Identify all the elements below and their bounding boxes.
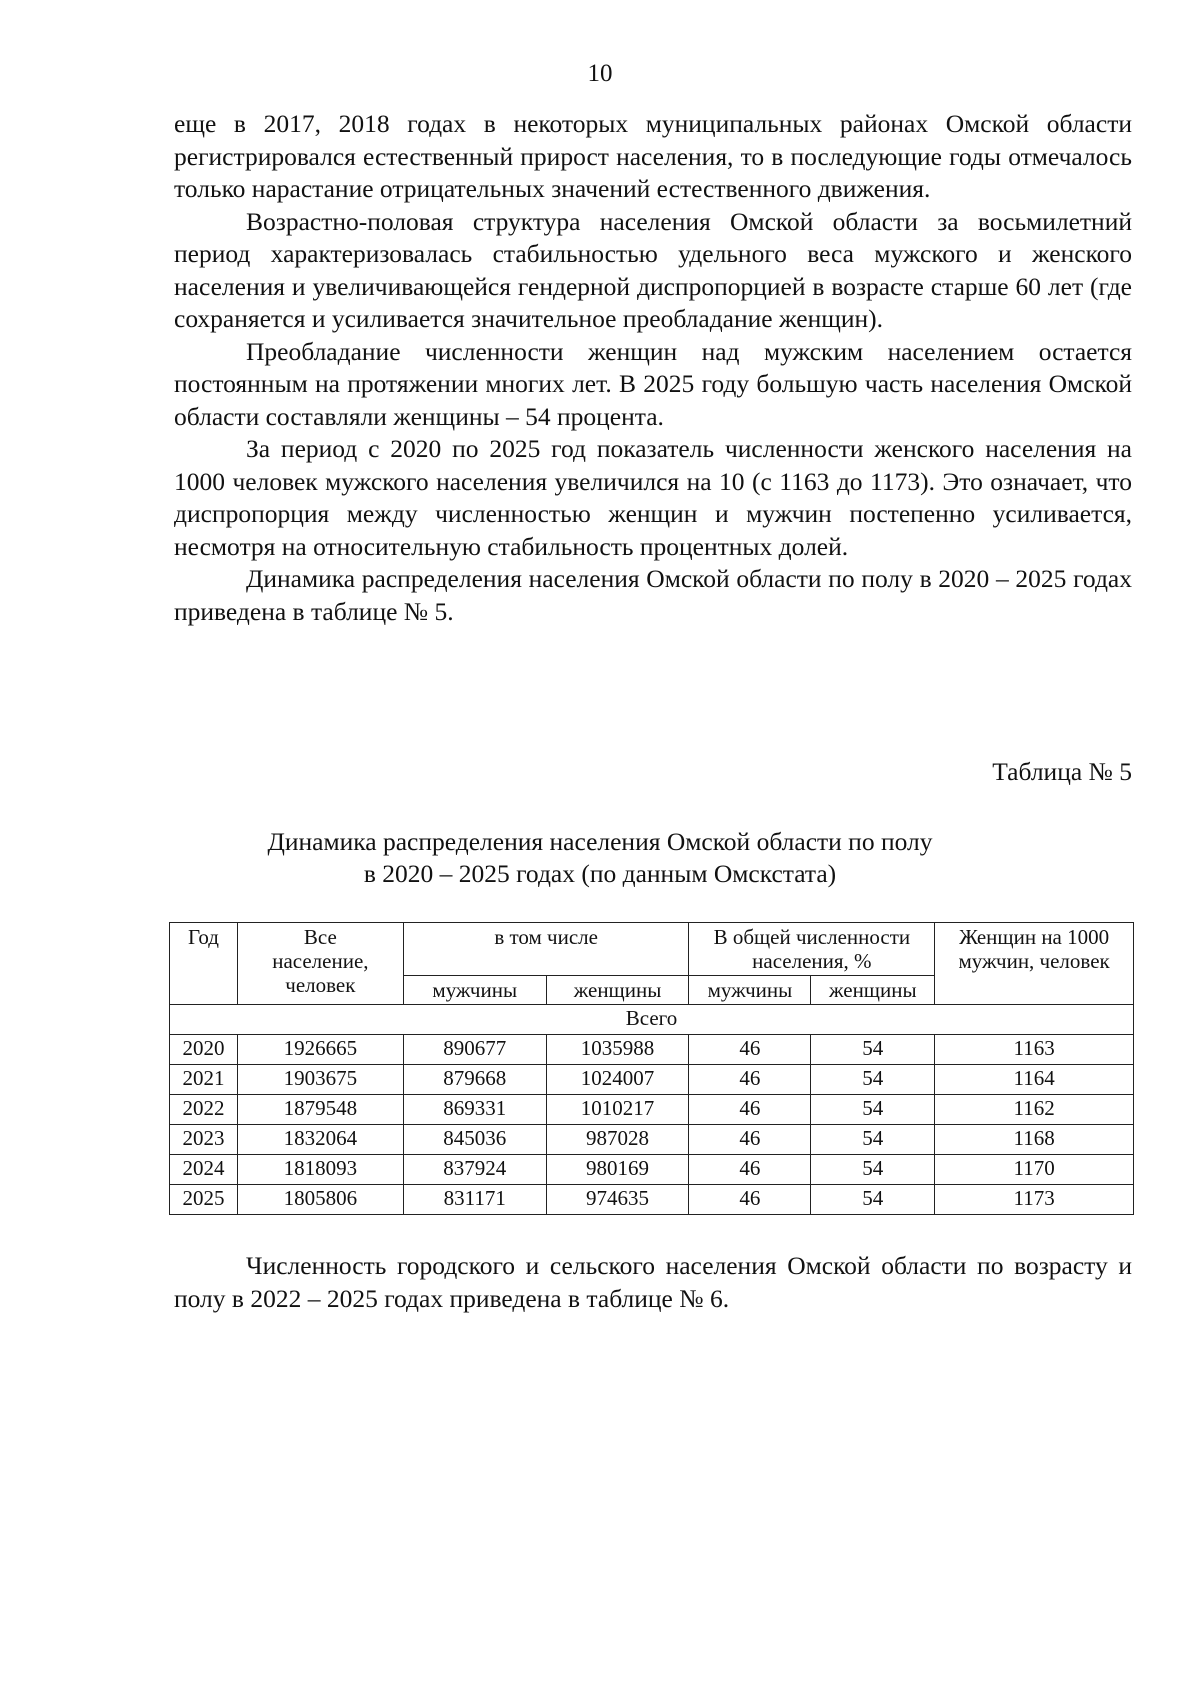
- header-total-text: Все население, человек: [272, 925, 369, 997]
- header-ratio-text: Женщин на 1000 мужчин, человек: [958, 925, 1110, 973]
- cell-ratio: 1173: [935, 1185, 1134, 1215]
- table-label: Таблица № 5: [992, 757, 1132, 786]
- paragraph-natural-growth: еще в 2017, 2018 годах в некоторых муниципальных районах Омской области регистрировался естественный прирост населения, то в последующие годы отмечалось только нарастание отрицательных значений естественного движения.: [174, 109, 1132, 203]
- cell-total: 1926665: [237, 1035, 403, 1065]
- paragraph-ratio-change: За период с 2020 по 2025 год показатель численности женского населения на 1000 человек мужского населения увеличился на 10 (с 1163 до 1173). Это означает, что диспропорция между численностью женщин и мужчин постепенно усиливается, несмотря на относительную стабильность процентных долей.: [174, 434, 1132, 561]
- cell-women-pct: 54: [811, 1065, 935, 1095]
- cell-women: 1035988: [546, 1035, 689, 1065]
- paragraph-next-table-reference: Численность городского и сельского населения Омской области по возрасту и полу в 2022 – 2025 годах приведена в таблице № 6.: [174, 1251, 1132, 1313]
- cell-ratio: 1164: [935, 1065, 1134, 1095]
- cell-year: 2021: [170, 1065, 238, 1095]
- cell-ratio: 1170: [935, 1155, 1134, 1185]
- table-row: [170, 1095, 1134, 1125]
- header-share: В общей численности населения, %: [689, 923, 935, 976]
- cell-ratio: 1163: [935, 1035, 1134, 1065]
- table-row: [170, 1185, 1134, 1215]
- header-women: женщины: [546, 976, 689, 1005]
- cell-women: 980169: [546, 1155, 689, 1185]
- cell-women-pct: 54: [811, 1035, 935, 1065]
- header-year: Год: [170, 923, 238, 1005]
- cell-women-pct: 54: [811, 1185, 935, 1215]
- cell-year: 2024: [170, 1155, 238, 1185]
- body-text: [174, 108, 1132, 628]
- cell-ratio: 1162: [935, 1095, 1134, 1125]
- cell-women: 974635: [546, 1185, 689, 1215]
- cell-men-pct: 46: [689, 1065, 811, 1095]
- page-number: 10: [587, 60, 613, 87]
- cell-year: 2022: [170, 1095, 238, 1125]
- cell-women-pct: 54: [811, 1155, 935, 1185]
- cell-men-pct: 46: [689, 1155, 811, 1185]
- header-total: [237, 923, 403, 1005]
- cell-women: 1024007: [546, 1065, 689, 1095]
- cell-women-pct: 54: [811, 1125, 935, 1155]
- cell-men: 845036: [403, 1125, 546, 1155]
- table-row: [170, 1125, 1134, 1155]
- cell-year: 2020: [170, 1035, 238, 1065]
- table-title-line-2: в 2020 – 2025 годах (по данным Омскстата): [363, 859, 837, 888]
- cell-men: 879668: [403, 1065, 546, 1095]
- cell-men-pct: 46: [689, 1185, 811, 1215]
- cell-total: 1805806: [237, 1185, 403, 1215]
- cell-ratio: 1168: [935, 1125, 1134, 1155]
- header-men: мужчины: [403, 976, 546, 1005]
- cell-women: 1010217: [546, 1095, 689, 1125]
- cell-total: 1903675: [237, 1065, 403, 1095]
- cell-men: 837924: [403, 1155, 546, 1185]
- cell-men: 869331: [403, 1095, 546, 1125]
- table-title: [0, 826, 1200, 890]
- cell-men-pct: 46: [689, 1095, 811, 1125]
- closing-text: [174, 1250, 1132, 1315]
- cell-men: 890677: [403, 1035, 546, 1065]
- table-row: [170, 1035, 1134, 1065]
- cell-women-pct: 54: [811, 1095, 935, 1125]
- table-row: [170, 1065, 1134, 1095]
- cell-men: 831171: [403, 1185, 546, 1215]
- cell-year: 2023: [170, 1125, 238, 1155]
- section-total-label: Всего: [170, 1005, 1134, 1035]
- table-row: [170, 1155, 1134, 1185]
- cell-total: 1879548: [237, 1095, 403, 1125]
- cell-total: 1832064: [237, 1125, 403, 1155]
- paragraph-age-sex-structure: Возрастно-половая структура населения Омской области за восьмилетний период характеризовалась стабильностью удельного веса мужского и женского населения и увеличивающейся гендерной диспропорцией в возрасте старше 60 лет (где сохраняется и усиливается значительное преобладание женщин).: [174, 206, 1132, 333]
- table-title-line-1: Динамика распределения населения Омской области по полу: [267, 827, 933, 856]
- cell-women: 987028: [546, 1125, 689, 1155]
- header-ratio: [935, 923, 1134, 1005]
- cell-men-pct: 46: [689, 1035, 811, 1065]
- cell-total: 1818093: [237, 1155, 403, 1185]
- population-by-sex-table: [169, 922, 1134, 1215]
- paragraph-table-reference: Динамика распределения населения Омской области по полу в 2020 – 2025 годах приведена в таблице № 5.: [174, 564, 1132, 626]
- paragraph-female-predominance: Преобладание численности женщин над мужским населением остается постоянным на протяжении многих лет. В 2025 году большую часть населения Омской области составляли женщины – 54 процента.: [174, 336, 1132, 431]
- header-men-pct: мужчины: [689, 976, 811, 1005]
- cell-men-pct: 46: [689, 1125, 811, 1155]
- cell-year: 2025: [170, 1185, 238, 1215]
- header-women-pct: женщины: [811, 976, 935, 1005]
- header-including: в том числе: [403, 923, 689, 976]
